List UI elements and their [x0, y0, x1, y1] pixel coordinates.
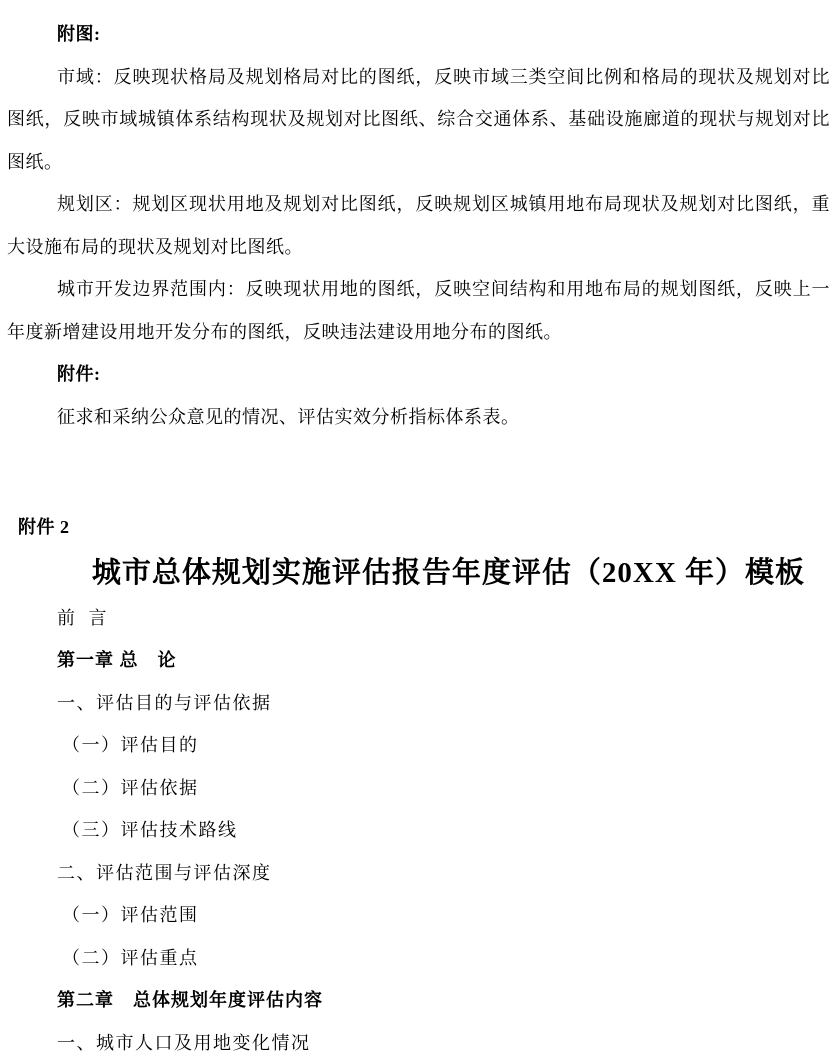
- outline-item-preface: 前 言: [57, 597, 830, 640]
- blank-gap: [7, 438, 830, 506]
- outline-item-chapter-2: 第二章 总体规划年度评估内容: [57, 979, 830, 1022]
- outline-item-section-1: 一、评估目的与评估依据: [57, 682, 830, 725]
- attachments-paragraph: 征求和采纳公众意见的情况、评估实效分析指标体系表。: [7, 396, 830, 439]
- outline-item-chapter-2-section-1: 一、城市人口及用地变化情况: [57, 1022, 830, 1064]
- outline-item-section-1-3: （三）评估技术路线: [62, 809, 830, 852]
- figures-heading: 附图:: [57, 13, 830, 56]
- annex-label: 附件 2: [18, 506, 830, 549]
- outline-item-section-1-2: （二）评估依据: [62, 767, 830, 810]
- outline-item-section-2-2: （二）评估重点: [62, 937, 830, 980]
- figures-paragraph-city-region: 市域：反映现状格局及规划格局对比的图纸，反映市域三类空间比例和格局的现状及规划对比图纸，反映市域城镇体系结构现状及规划对比图纸、综合交通体系、基础设施廊道的现状与规划对比图纸。: [7, 56, 830, 184]
- outline-item-chapter-1: 第一章 总 论: [57, 639, 830, 682]
- outline-item-section-2: 二、评估范围与评估深度: [57, 852, 830, 895]
- outline-item-section-1-1: （一）评估目的: [62, 724, 830, 767]
- figures-paragraph-planning-area: 规划区：规划区现状用地及规划对比图纸，反映规划区城镇用地布局现状及规划对比图纸，重大设施布局的现状及规划对比图纸。: [7, 183, 830, 268]
- figures-paragraph-development-boundary: 城市开发边界范围内：反映现状用地的图纸，反映空间结构和用地布局的规划图纸，反映上一年度新增建设用地开发分布的图纸，反映违法建设用地分布的图纸。: [7, 268, 830, 353]
- outline-list: [7, 597, 830, 1064]
- outline-item-section-2-1: （一）评估范围: [62, 894, 830, 937]
- document-title: 城市总体规划实施评估报告年度评估（20XX 年）模板: [67, 549, 830, 597]
- attachments-heading: 附件:: [57, 353, 830, 396]
